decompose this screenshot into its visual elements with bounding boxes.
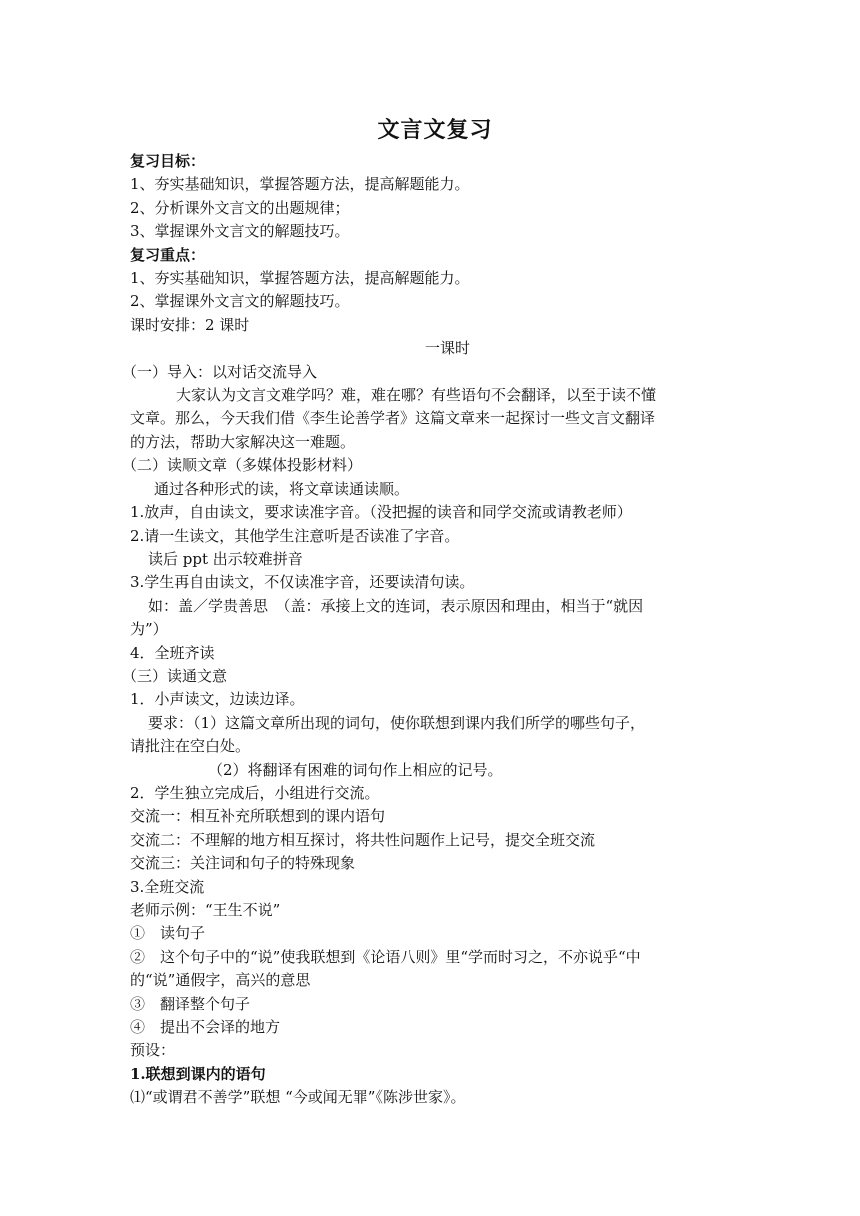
list-item: 3.全班交流 (130, 877, 205, 896)
exchange-line: 交流一：相互补充所联想到的课内语句 (130, 807, 386, 826)
list-item: 2.请一生读文，其他学生注意听是否读准了字音。 (130, 526, 460, 545)
document-page (122, 112, 740, 1110)
list-item: 1．小声读文，边读边译。 (130, 690, 305, 709)
paragraph-line: 大家认为文言文难学吗？难，难在哪？有些语句不会翻译，以至于读不懂 (176, 386, 657, 405)
goal-item: 2、分析课外文言文的出题规律； (130, 198, 350, 217)
step-item: ③ 翻译整个句子 (130, 994, 251, 1013)
exchange-line: 交流二：不理解的地方相互探讨，将共性问题作上记号，提交全班交流 (130, 830, 596, 849)
preset-item: ⑴“或谓君不善学”联想 “今或闻无罪”《陈涉世家》。 (130, 1088, 466, 1107)
list-item: 1.放声，自由读文，要求读准字音。（没把握的读音和同学交流或请教老师） (130, 503, 632, 522)
focus-item: 2、掌握课外文言文的解题技巧。 (130, 292, 350, 311)
list-item: 2．学生独立完成后，小组进行交流。 (130, 783, 380, 802)
section-heading: （二）读顺文章（多媒体投影材料） (122, 456, 363, 475)
section-heading: （三）读通文意 (122, 666, 228, 685)
requirement-line: （2）将翻译有困难的词句作上相应的记号。 (208, 760, 503, 779)
step-item: 的“说”通假字，高兴的意思 (130, 971, 311, 990)
teacher-example: 老师示例：“王生不说” (130, 901, 281, 919)
focus-item: 1、夯实基础知识，掌握答题方法，提高解题能力。 (130, 269, 470, 288)
requirement-line: 要求：（1）这篇文章所出现的词句，使你联想到课内我们所学的哪些句子， (148, 713, 646, 732)
preset-label: 预设： (130, 1041, 176, 1060)
list-note: 读后 ppt 出示较难拼音 (148, 549, 303, 568)
example-line: 为”） (130, 620, 168, 639)
goal-item: 1、夯实基础知识，掌握答题方法，提高解题能力。 (130, 175, 470, 194)
paragraph-line: 通过各种形式的读，将文章读通读顺。 (154, 479, 410, 498)
focus-heading: 复习重点： (130, 245, 206, 264)
schedule-line: 课时安排：2 课时 (130, 315, 250, 334)
step-item: ① 读句子 (130, 924, 206, 943)
requirement-line: 请批注在空白处。 (130, 737, 251, 756)
list-item: 3.学生再自由读文，不仅读准字音，还要读清句读。 (130, 573, 475, 592)
document-title: 文言文复习 (377, 117, 493, 143)
list-item: 4．全班齐读 (130, 643, 215, 662)
section-heading: （一）导入：以对话交流导入 (122, 362, 318, 381)
exchange-line: 交流三：关注词和句子的特殊现象 (130, 854, 356, 873)
goal-item: 3、掌握课外文言文的解题技巧。 (130, 222, 350, 241)
paragraph-line: 文章。那么，今天我们借《李生论善学者》这篇文章来一起探讨一些文言文翻译 (130, 409, 656, 428)
preset-heading: 1.联想到课内的语句 (130, 1064, 266, 1083)
example-line: 如：盖／学贵善思 （盖：承接上文的连词，表示原因和理由，相当于“就因 (148, 596, 644, 615)
lesson-label: 一课时 (425, 339, 471, 358)
goals-heading: 复习目标： (130, 152, 206, 170)
step-item: ④ 提出不会译的地方 (130, 1018, 281, 1037)
step-item: ② 这个句子中的“说”使我联想到《论语八则》里“学而时习之，不亦说乎“中 (130, 947, 641, 966)
paragraph-line: 的方法，帮助大家解决这一难题。 (130, 432, 356, 451)
